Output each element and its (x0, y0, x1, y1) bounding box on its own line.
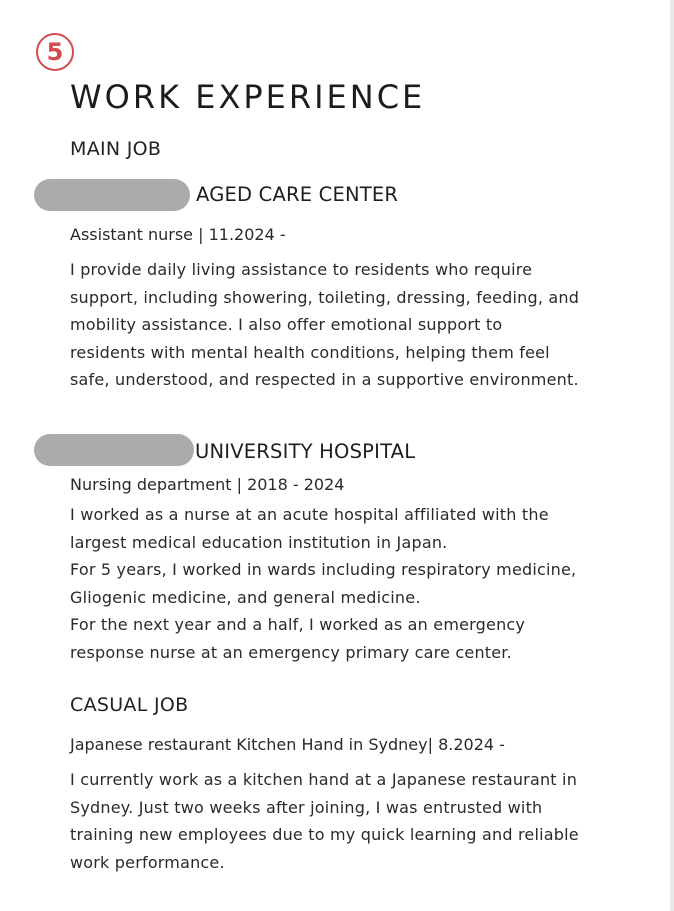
casual-job-heading: CASUAL JOB (70, 694, 189, 716)
job2-line: For the next year and a half, I worked as an emergency (70, 615, 526, 634)
step-number: 5 (46, 38, 64, 66)
main-job-heading: MAIN JOB (70, 138, 162, 160)
page-edge-divider (670, 0, 674, 911)
job1-line: residents with mental health conditions, helping them feel (70, 342, 550, 362)
job1-employer (190, 183, 398, 206)
step-number-badge (36, 33, 74, 71)
section-title: WORK EXPERIENCE (70, 78, 426, 116)
job2-employer: UNIVERSITY HOSPITAL (195, 440, 416, 463)
redacted-employer-name (34, 434, 194, 466)
job1-line: safe, understood, and respected in a supportive environment. (70, 370, 579, 389)
job2-line: response nurse at an emergency primary care center. (70, 642, 512, 662)
job2-line: I worked as a nurse at an acute hospital affiliated with the (70, 505, 549, 524)
casual-job-line: Sydney. Just two weeks after joining, I was entrusted with (70, 797, 543, 817)
job1-line: mobility assistance. I also offer emotional support to (70, 315, 503, 334)
casual-job-line: I currently work as a kitchen hand at a Japanese restaurant in (70, 770, 578, 789)
job1-employer-name: AGED CARE CENTER (196, 183, 399, 206)
job2-description (70, 501, 576, 666)
casual-job-role: Japanese restaurant Kitchen Hand in Sydney| 8.2024 - (70, 735, 505, 754)
job2-line: For 5 years, I worked in wards including respiratory medicine, (70, 560, 577, 579)
job1-role: Assistant nurse | 11.2024 - (70, 225, 286, 244)
job2-line: largest medical education institution in Japan. (70, 532, 448, 552)
job1-line: I provide daily living assistance to residents who require (70, 260, 533, 279)
casual-job-description (70, 766, 579, 876)
redacted-employer-name (34, 179, 190, 211)
casual-job-line: work performance. (70, 852, 225, 872)
casual-job-line: training new employees due to my quick learning and reliable (70, 825, 579, 844)
job2-role: Nursing department | 2018 - 2024 (70, 475, 345, 494)
job2-line: Gliogenic medicine, and general medicine. (70, 587, 421, 607)
job1-description (70, 256, 579, 394)
job1-line: support, including showering, toileting, dressing, feeding, and (70, 287, 580, 307)
